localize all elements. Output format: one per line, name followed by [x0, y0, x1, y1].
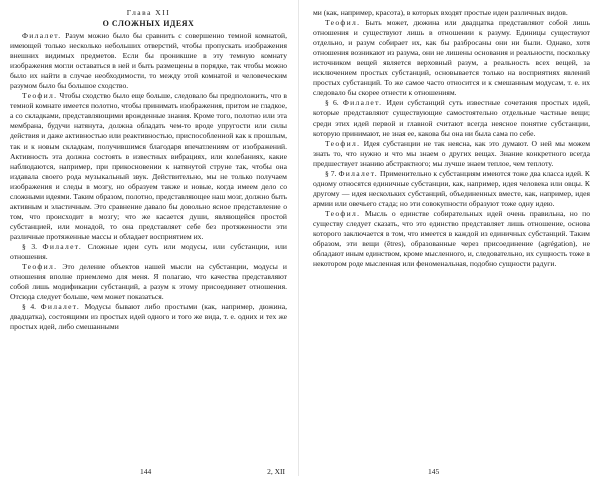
paragraph: Филалет. Разум можно было бы сравнить с совершенно темной комнатой, имеющей только несколько небольших отверстий, чтобы пропускать изображения внешних видимых предметов. Если бы проникшие в эту темную комнату изображения могли оставаться в ней и быть размещены в порядке, так чтобы можно было их найти в случае необходимости, то между этой комнатой и человеческим разумом было бы большое сходство.	[10, 31, 287, 91]
left-page-body	[10, 31, 287, 332]
page-number: 144	[140, 467, 152, 476]
paragraph: § 7. Филалет. Применительно к субстанциям имеются тоже два класса идей. К одному относятся единичные субстанции, как, например, идея человека или овцы. К другому — идея нескольких субстанций, объединенных вместе, как, например, идея армии или овечьего стада; но эти совокупности образуют тоже одну идею.	[313, 168, 590, 208]
paragraph: Теофил. Это деление объектов нашей мысли на субстанции, модусы и отношения вполне приемлемо для меня. Я полагаю, что качества представляют собой лишь модификации субстанций, а разум к этому присоединяет отношения. Отсюда следует больше, чем может показаться.	[10, 262, 287, 302]
speaker-name: Теофил.	[325, 18, 361, 28]
section-marker: 2, XII	[267, 467, 285, 476]
paragraph: § 3. Филалет. Сложные идеи суть или модусы, или субстанции, или отношения.	[10, 241, 287, 262]
page-number: 145	[428, 467, 440, 476]
speaker-name: Филалет.	[338, 168, 378, 178]
paragraph: § 6. Филалет. Идеи субстанций суть известные сочетания простых идей, которые представляют существующие самостоятельно отдельные частные вещи; среди этих идей первой и главной считают всегда неясное понятие субстанции, которую принимают, не зная ее, какова бы она ни была сама по себе.	[313, 98, 590, 138]
left-page	[10, 0, 287, 476]
speaker-name: Филалет.	[40, 302, 81, 312]
right-page-body	[313, 8, 590, 269]
speaker-name: Теофил.	[22, 262, 58, 272]
chapter-title: О СЛОЖНЫХ ИДЕЯХ	[102, 19, 195, 28]
speaker-name: Филалет.	[42, 241, 83, 251]
chapter-number: Глава XII	[126, 8, 171, 17]
paragraph: Теофил. Идея субстанции не так неясна, как это думают. О ней мы можем знать то, что нужно и что мы знаем о других вещах. Знание конкретного всегда предшествует знанию абстрактного; мы лучше знаем теплое, чем теплоту.	[313, 138, 590, 168]
speaker-name: Теофил.	[325, 138, 361, 148]
paragraph: § 4. Филалет. Модусы бывают либо простыми (как, например, дюжина, двадцатка), состоящими из простых идей одного и того же вида, т. е. одних и тех же простых идей, либо смешанными	[10, 302, 287, 332]
gutter-divider	[298, 0, 299, 476]
speaker-name: Теофил.	[325, 208, 361, 218]
paragraph: ми (как, например, красота), в которых входят простые идеи различных видов.	[313, 8, 568, 17]
paragraph: Теофил. Чтобы сходство было еще больше, следовало бы предположить, что в темной комнате имеется полотно, чтобы принимать изображения, притом не гладкое, а со складками, представляющими врожденные знания. Кроме того, полотно или эта мембрана, будучи натянута, должна обладать чем-то вроде упругости или силы действия и даже активностью или реактивностью, приспособленной как к прошлым, так и к новым складкам, получившимся благодаря впечатлениям от изображений. Активность эта должна состоять в известных вибрациях, или колебаниях, какие наблюдаются, например, при прикосновении к натянутой струне так, чтобы она издавала своего рода музыкальный звук. Действительно, мы не только получаем изображения и следы в мозгу, но образуем также и новые, когда имеем дело со сложными идеями. Таким образом, полотно, представляющее наш мозг, должно быть активным и эластичным. Это сравнение давало бы довольно ясное представление о том, что происходит в мозгу; что же касается души, являющейся простой субстанцией, или монадой, то она представляет себе без протяженности эти различные протяженные массы и обладает восприятием их.	[10, 91, 287, 241]
paragraph: Теофил. Быть может, дюжина или двадцатка представляют собой лишь отношения и существуют лишь в отношении к разуму. Единицы существуют отдельно, и разум собирает их, как бы разбросаны они ни были. Однако, хотя отношения возникают из разума, они не лишены основания и реальности, поскольку источником вещей является верховный разум, а реальность всех вещей, за исключением простых субстанций, основывается только на восприятиях явлений простых субстанций. То же самое часто относится и к смешанным модусам, т. е. их следовало бы скорее отнести к отношениям.	[313, 18, 590, 98]
speaker-name: Филалет.	[342, 98, 383, 108]
right-page	[313, 0, 590, 476]
paragraph: Теофил. Мысль о единстве собирательных идей очень правильна, но по существу следует сказать, что это единство представляет лишь отношение, основа которого заключается в том, что имеется в каждой из единичных субстанций. Таким образом, эти вещи (êtres), образованные через присоединение (agrégation), не обладают иным единством, кроме мысленного, и, следовательно, их сущность тоже в некотором роде мысленная или феноменальная, подобно сущности радуги.	[313, 208, 590, 269]
speaker-name: Филалет.	[22, 31, 62, 40]
speaker-name: Теофил.	[22, 91, 58, 101]
